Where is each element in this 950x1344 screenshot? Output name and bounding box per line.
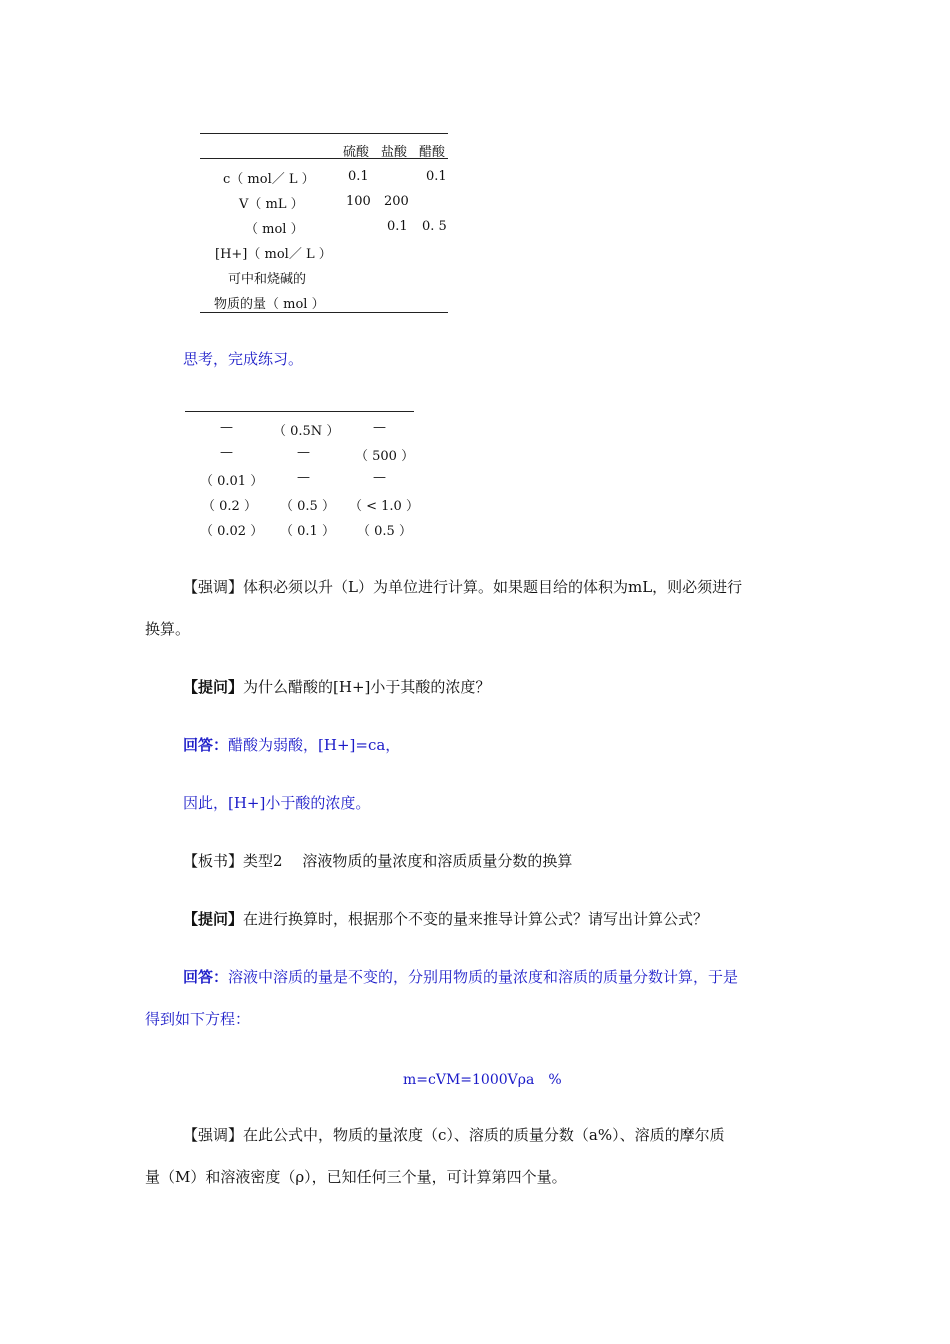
emphasis-paragraph-1-cont: 换算。 [145,620,191,638]
table-1-bottom-rule [200,312,448,313]
table-2-cell: （ < 1.0 ） [349,499,419,514]
table-1-row-label: 物质的量（ mol ） [214,297,325,312]
answer-conclusion: 因此，[H+]小于酸的浓度。 [183,794,371,812]
question-paragraph-1 [183,666,490,708]
table-1-header-acetic: 醋酸 [419,145,446,160]
table-1-cell: 100 [346,194,371,209]
answer-tag: 回答： [183,968,229,986]
question-text: 为什么醋酸的[H+]小于其酸的浓度？ [243,678,491,696]
table-2-cell: — [220,420,233,435]
table-2-cell: — [373,420,386,435]
question-text: 在进行换算时，根据那个不变的量来推导计算公式？请写出计算公式？ [243,910,709,928]
answer-paragraph-2-cont: 得到如下方程： [145,1010,251,1028]
answer-paragraph-1 [183,724,400,766]
table-1-cell: 0.1 [426,169,447,184]
formula: m=cVM=1000Vρa % [403,1072,562,1088]
board-text: 类型2 溶液物质的量浓度和溶质质量分数的换算 [243,852,573,870]
question-paragraph-2 [183,898,708,940]
table-1-cell: 0.1 [348,169,369,184]
board-paragraph [183,840,572,882]
table-2-cell: （ 0.5 ） [357,524,412,539]
table-1-top-rule [200,133,448,134]
table-2-cell: （ 0.1 ） [280,524,335,539]
think-prompt: 思考，完成练习。 [183,350,304,368]
question-tag: 【提问】 [183,678,244,696]
emphasis-paragraph-2-cont: 量（M）和溶液密度（ρ），已知任何三个量，可计算第四个量。 [145,1168,567,1186]
table-1-row-label: [H+]（ mol／ L ） [215,247,332,262]
table-2-cell: （ 500 ） [355,449,415,464]
table-2-cell: （ 0.02 ） [200,524,264,539]
emphasis-tag: 【强调】 [183,578,244,596]
answer-text: 醋酸为弱酸，[H+]=ca， [228,736,401,754]
table-1-header-sulfuric: 硫酸 [343,145,370,160]
table-2-cell: — [220,445,233,460]
table-2-cell: （ 0.5N ） [273,424,340,439]
table-2-top-rule [185,411,414,412]
table-1-cell: 200 [384,194,409,209]
table-2-cell: （ 0.5 ） [280,499,335,514]
table-2-cell: （ 0.01 ） [200,474,264,489]
table-1-cell: 0.1 [387,219,408,234]
table-2-cell: （ 0.2 ） [202,499,257,514]
emphasis-tag: 【强调】 [183,1126,244,1144]
table-1-header-hydrochloric: 盐酸 [381,145,408,160]
question-tag: 【提问】 [183,910,244,928]
table-2-cell: — [297,470,310,485]
table-1-cell: 0. 5 [422,219,447,234]
emphasis-paragraph-2 [183,1114,725,1156]
table-1-row-label: V（ mL ） [239,197,304,212]
table-1-row-label: c（ mol／ L ） [223,172,315,187]
table-1-row-label: 可中和烧碱的 [228,272,307,287]
answer-tag: 回答： [183,736,229,754]
table-1-row-label: （ mol ） [245,222,304,237]
emphasis-text: 在此公式中，物质的量浓度（c）、溶质的质量分数（a%）、溶质的摩尔质 [243,1126,725,1144]
table-2-cell: — [373,470,386,485]
table-2-cell: — [297,445,310,460]
emphasis-text: 体积必须以升（L）为单位进行计算。如果题目给的体积为mL，则必须进行 [243,578,743,596]
answer-paragraph-2 [183,956,738,998]
emphasis-paragraph-1 [183,566,742,608]
answer-text: 溶液中溶质的量是不变的，分别用物质的量浓度和溶质的质量分数计算，于是 [228,968,739,986]
board-tag: 【板书】 [183,852,244,870]
table-1-header-rule [200,158,448,159]
